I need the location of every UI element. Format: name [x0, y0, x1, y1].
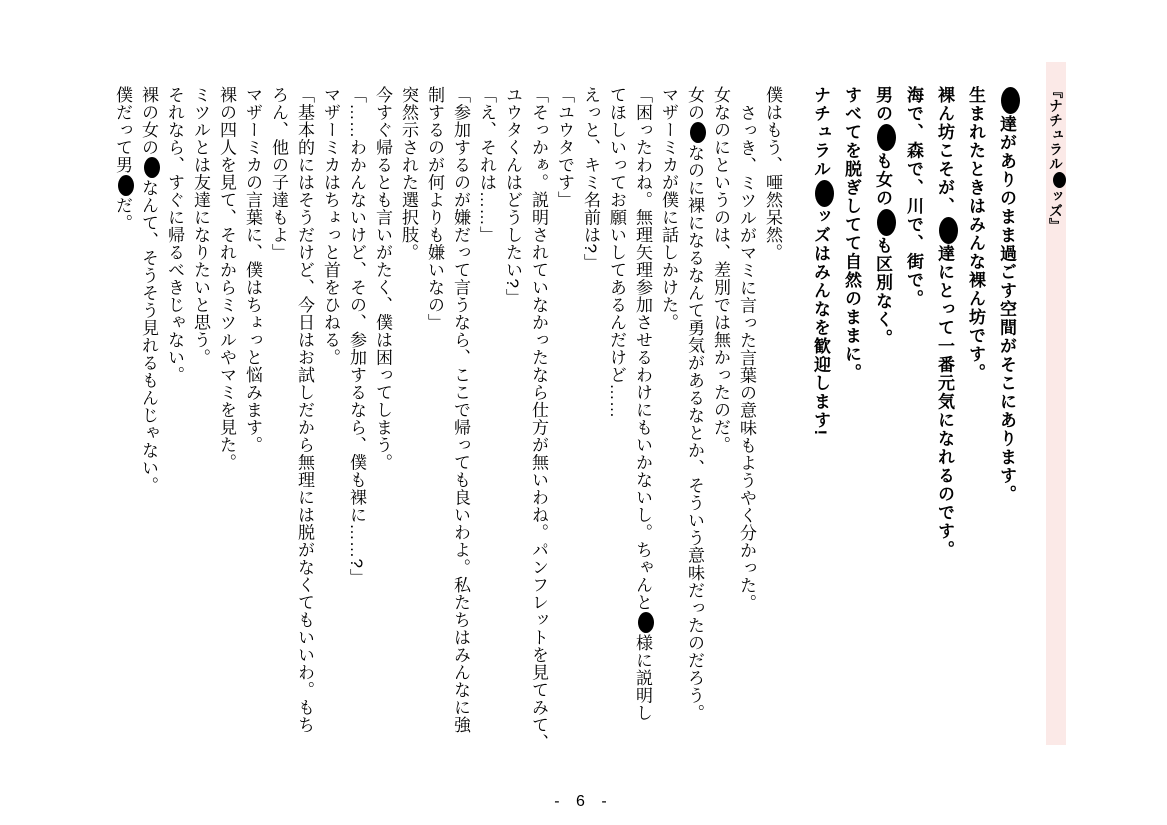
pamphlet-intro-block	[805, 86, 1022, 806]
story-line: 制するのが何よりも嫌いなの」	[425, 86, 444, 331]
censor-dot	[815, 180, 834, 207]
censor-dot	[690, 122, 706, 143]
story-line: ユウタくんはどうしたい?」	[503, 86, 522, 306]
story-line: 突然示された選択肢。	[399, 86, 418, 261]
censor-dot	[1053, 172, 1066, 188]
story-line: 「困ったわね。無理矢理参加させるわけにもいかないし。ちゃんと様に説明し	[629, 86, 655, 806]
intro-line: 男のも女のも区別なく。	[867, 86, 898, 806]
story-line: えっと、キミ名前は?」	[581, 86, 600, 271]
intro-line: 海で、森で、川で、街で。	[904, 86, 923, 308]
censor-dot	[1001, 87, 1020, 114]
chapter-title: 『ナチュラルッズ』	[1046, 62, 1066, 233]
story-line: 「ユウタです」	[555, 86, 574, 209]
intro-line: すべてを脱ぎしてて自然のままに。	[842, 86, 861, 382]
intro-line: 裸ん坊こそが、達にとって一番元気になれるのです。	[929, 86, 960, 806]
story-line: 「基本的にはそうだけど、今日はお試しだから無理には脱がなくてもいいわ。もち	[295, 86, 314, 734]
censor-dot	[939, 217, 958, 244]
story-line: それなら、すぐに帰るべきじゃない。	[165, 86, 184, 384]
chapter-title-strip	[1046, 62, 1066, 745]
story-line: 女なのにというのは、差別では無かったのだ。	[711, 86, 730, 454]
story-line: 「そっかぁ。説明されていなかったなら仕方が無いわね。パンフレットを見てみて、	[529, 86, 548, 751]
page-number: - 6 -	[554, 793, 613, 810]
story-line: 裸の四人を見て、それからミツルやマミを見た。	[217, 86, 236, 471]
intro-line: 達がありのまま過ごす空間がそこにあります。	[991, 86, 1022, 806]
censor-dot	[638, 612, 654, 633]
censor-dot	[118, 175, 134, 196]
story-line: さっき、ミツルがマミに言った言葉の意味もようやく分かった。	[737, 104, 756, 612]
story-line: マザーミカはちょっと首をひねる。	[321, 86, 340, 366]
story-line: 僕はもう、唖然呆然。	[763, 86, 782, 261]
story-line: 裸の女のなんて、そうそう見れるもんじゃない。	[135, 86, 161, 806]
story-line: ミツルとは友達になりたいと思う。	[191, 86, 210, 366]
story-line: てほしいってお願いしてあるんだけど……	[607, 86, 626, 419]
censor-dot	[877, 124, 896, 151]
story-line: マザーミカの言葉に、僕はちょっと悩みます。	[243, 86, 262, 454]
censor-dot	[144, 157, 160, 178]
story-line: 「……わかんないけど、その、参加するなら、僕も裸に……?」	[347, 86, 366, 586]
story-text-block	[109, 86, 785, 806]
story-line: マザーミカが僕に話しかけた。	[659, 86, 678, 331]
story-line: 僕だって男だ。	[109, 86, 135, 806]
story-line: 女のなのに裸になるなんて勇気があるなとか、そういう意味だったのだろう。	[681, 86, 707, 806]
intro-line: ナチュラルッズはみんなを歓迎します!	[805, 86, 836, 806]
story-line: ろん、他の子達もよ」	[269, 86, 288, 261]
censor-dot	[877, 209, 896, 236]
intro-line: 生まれたときはみんな裸ん坊です。	[966, 86, 985, 382]
story-line: 「参加するのが嫌だって言うなら、ここで帰っても良いわよ。私たちはみんなに強	[451, 86, 470, 734]
story-line: 今すぐ帰るとも言いがたく、僕は困ってしまう。	[373, 86, 392, 471]
story-line: 「え、それは……」	[477, 86, 496, 244]
